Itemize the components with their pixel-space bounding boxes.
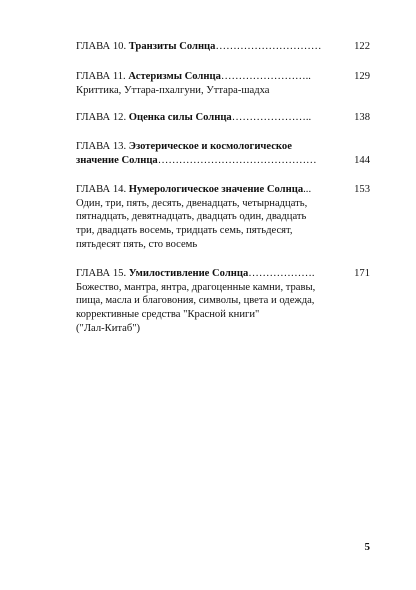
chapter-description-line: пища, масла и благовония, символы, цвета и одежда,	[76, 295, 315, 307]
chapter-title: Умилостивление Солнца	[128, 267, 249, 279]
chapter-number: ГЛАВА 13.	[76, 141, 127, 153]
toc-entry-line	[76, 183, 370, 197]
page-ref: 129	[354, 70, 370, 82]
page-ref: 171	[354, 267, 370, 279]
leader-dots: ……………….	[248, 267, 315, 279]
chapter-title: Астеризмы Солнца	[128, 70, 221, 82]
chapter-title: Нумерологическое значение Солнца	[128, 183, 304, 195]
page-ref: 153	[354, 183, 370, 195]
toc-entry-chapter-12[interactable]	[76, 111, 370, 125]
chapter-description-line: три, двадцать восемь, тридцать семь, пятьдесят,	[76, 225, 293, 237]
toc-entry-chapter-15[interactable]	[76, 267, 370, 336]
toc-entry-chapter-10[interactable]	[76, 40, 370, 54]
chapter-number: ГЛАВА 10.	[76, 41, 127, 52]
chapter-description-line: коррективные средства "Красной книги"	[76, 309, 260, 321]
chapter-number: ГЛАВА 15.	[76, 267, 127, 279]
toc-entry-line	[76, 154, 370, 168]
toc-entry-line	[76, 140, 370, 154]
chapter-description-line: Божество, мантра, янтра, драгоценные камни, травы,	[76, 281, 316, 293]
toc-entry-chapter-14[interactable]	[76, 183, 370, 252]
toc-entry-chapter-13[interactable]	[76, 140, 370, 168]
page-number: 5	[364, 541, 370, 553]
chapter-number: ГЛАВА 14.	[76, 183, 127, 195]
chapter-description-line: Криттика, Уттара-пхалгуни, Уттара-шадха	[76, 84, 270, 96]
toc-entry-line	[76, 267, 370, 281]
chapter-number: ГЛАВА 11.	[76, 70, 126, 82]
toc-entry-line	[76, 70, 370, 84]
leader-dots: ……………………..	[220, 70, 311, 82]
chapter-description-line: ("Лал-Китаб")	[76, 322, 141, 334]
leader-dots: ………………………………………	[157, 154, 317, 166]
chapter-title: Оценка силы Солнца	[128, 112, 232, 124]
chapter-title: Транзиты Солнца	[128, 41, 216, 52]
leader-dots: …………………………	[215, 41, 322, 52]
leader-dots: …………………..	[231, 112, 312, 124]
toc-entry-line	[76, 111, 370, 125]
page-ref: 138	[354, 112, 370, 124]
toc-entry-line	[76, 40, 370, 54]
table-of-contents	[76, 40, 370, 336]
chapter-title-line-2: значение Солнца	[76, 154, 158, 166]
chapter-title-line-1: Эзотерическое и космологическое	[128, 141, 292, 153]
chapter-description-line: Один, три, пять, десять, двенадцать, четырнадцать,	[76, 197, 308, 209]
chapter-number: ГЛАВА 12.	[76, 112, 127, 124]
chapter-description-line: пятьдесят пять, сто восемь	[76, 238, 198, 250]
page-ref: 144	[354, 154, 370, 166]
page-ref: 122	[354, 41, 370, 52]
chapter-description-line: пятнадцать, девятнадцать, двадцать один, двадцать	[76, 211, 307, 223]
leader-dots: ...	[303, 183, 312, 195]
toc-entry-chapter-11[interactable]	[76, 70, 370, 98]
